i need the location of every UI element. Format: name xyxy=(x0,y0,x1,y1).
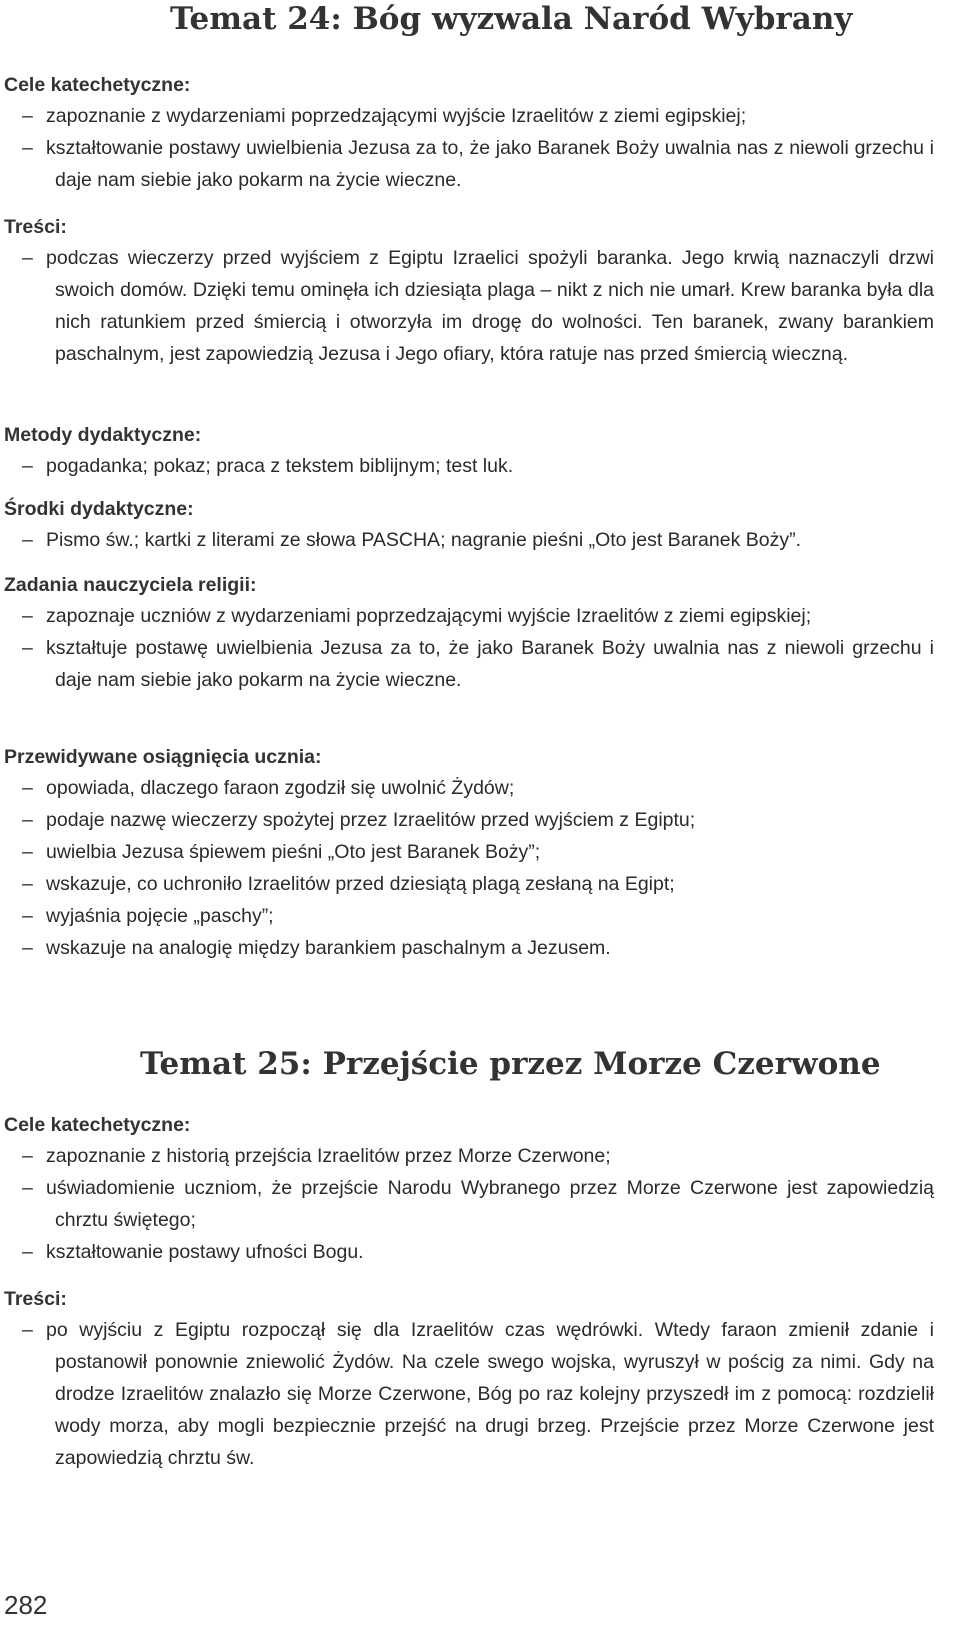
topic-25-tresci-section xyxy=(4,1284,934,1474)
list-item: – uwielbia Jezusa śpiewem pieśni „Oto jest Baranek Boży”; xyxy=(22,841,541,863)
list-item: – zapoznanie z historią przejścia Izraelitów przez Morze Czerwone; xyxy=(22,1145,611,1167)
list-item: – pogadanka; pokaz; praca z tekstem biblijnym; test luk. xyxy=(22,455,514,477)
list-item: – kształtuje postawę uwielbienia Jezusa za to, że jako Baranek Boży uwalnia nas z niewoli grzechu i daje nam siebie jako pokarm na życie wieczne. xyxy=(22,637,934,691)
topic-24-zadania-section xyxy=(4,570,934,696)
topic-24-osiagniecia-section xyxy=(4,742,934,964)
list-item: – podaje nazwę wieczerzy spożytej przez Izraelitów przed wyjściem z Egiptu; xyxy=(22,809,696,831)
topic-24-metody-section xyxy=(4,420,934,482)
list-item: – wskazuje, co uchroniło Izraelitów przed dziesiątą plagą zesłaną na Egipt; xyxy=(22,873,675,895)
section-heading: Zadania nauczyciela religii: xyxy=(4,574,257,596)
topic-24-cele-section xyxy=(4,70,934,196)
topic-24-title: Temat 24: Bóg wyzwala Naród Wybrany xyxy=(170,1,853,37)
page-number: 282 xyxy=(4,1590,48,1620)
list-item: – kształtowanie postawy ufności Bogu. xyxy=(22,1241,364,1263)
list-item: – Pismo św.; kartki z literami ze słowa PASCHA; nagranie pieśni „Oto jest Baranek Boży”. xyxy=(22,529,801,551)
list-item: – uświadomienie uczniom, że przejście Narodu Wybranego przez Morze Czerwone jest zapowiedzią chrztu świętego; xyxy=(22,1177,934,1231)
list-item: – kształtowanie postawy uwielbienia Jezusa za to, że jako Baranek Boży uwalnia nas z niewoli grzechu i daje nam siebie jako pokarm na życie wieczne. xyxy=(22,137,934,191)
list-item: – wskazuje na analogię między barankiem paschalnym a Jezusem. xyxy=(22,937,611,959)
section-heading: Cele katechetyczne: xyxy=(4,1114,191,1136)
section-heading: Przewidywane osiągnięcia ucznia: xyxy=(4,746,322,768)
section-heading: Środki dydaktyczne: xyxy=(4,498,194,520)
section-heading: Treści: xyxy=(4,216,67,238)
list-item: – wyjaśnia pojęcie „paschy”; xyxy=(22,905,274,927)
section-heading: Cele katechetyczne: xyxy=(4,74,191,96)
list-item: – zapoznanie z wydarzeniami poprzedzającymi wyjście Izraelitów z ziemi egipskiej; xyxy=(22,105,747,127)
list-item: – po wyjściu z Egiptu rozpoczął się dla Izraelitów czas wędrówki. Wtedy faraon zmienił zdanie i postanowił ponownie zniewolić Żydów. Na czele swego wojska, wyruszył w pościg za nimi. Gdy na drodze Izraelitów znalazło się Morze Czerwone, Bóg po raz kolejny przyszedł im z pomocą: rozdzielił wody morza, aby mogli bezpiecznie przejść na drugi brzeg. Przejście przez Morze Czerwone jest zapowiedzią chrztu św. xyxy=(22,1319,934,1469)
topic-25-title: Temat 25: Przejście przez Morze Czerwone xyxy=(140,1046,881,1082)
topic-25-cele-section xyxy=(4,1110,934,1268)
topic-24-srodki-section xyxy=(4,494,934,556)
list-item: – opowiada, dlaczego faraon zgodził się uwolnić Żydów; xyxy=(22,777,515,799)
topic-24-tresci-section xyxy=(4,212,934,370)
section-heading: Treści: xyxy=(4,1288,67,1310)
list-item: – podczas wieczerzy przed wyjściem z Egiptu Izraelici spożyli baranka. Jego krwią naznaczyli drzwi swoich domów. Dzięki temu ominęła ich dziesiąta plaga – nikt z nich nie umarł. Krew baranka była dla nich ratunkiem przed śmiercią i otworzyła im drogę do wolności. Ten baranek, zwany barankiem paschalnym, jest zapowiedzią Jezusa i Jego ofiary, która ratuje nas przed śmiercią wieczną. xyxy=(22,247,934,365)
list-item: – zapoznaje uczniów z wydarzeniami poprzedzającymi wyjście Izraelitów z ziemi egipskiej; xyxy=(22,605,812,627)
section-heading: Metody dydaktyczne: xyxy=(4,424,202,446)
